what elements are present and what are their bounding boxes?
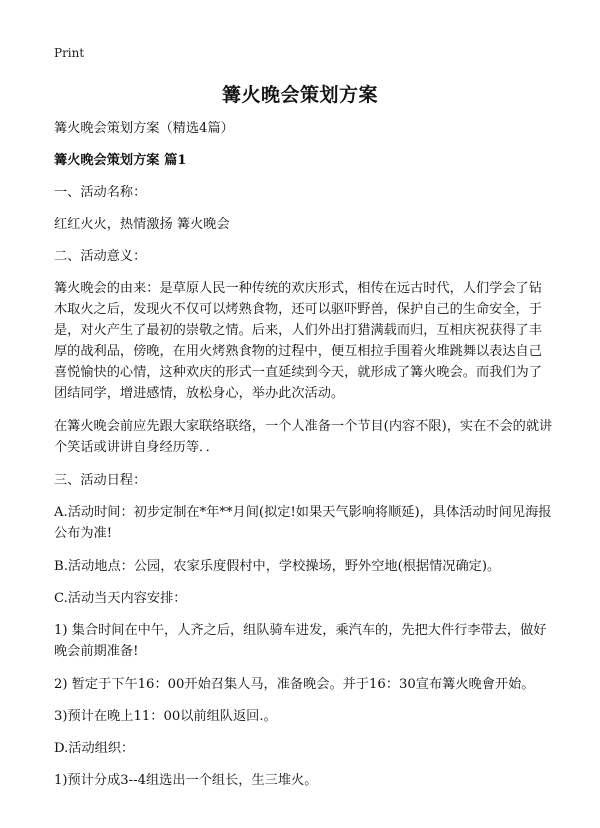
heading-activity-meaning: 二、活动意义： xyxy=(54,249,147,264)
section-heading: 篝火晚会策划方案 篇1 xyxy=(54,153,187,168)
print-link[interactable]: Print xyxy=(54,46,85,60)
paragraph-step-2: 2) 暂定于下午16：00开始召集人马，准备晚会。并于16：30宣布篝火晚會开始。 xyxy=(54,677,535,692)
paragraph-preparation: 在篝火晚会前应先跟大家联络联络，一个人准备一个节目(内容不限)，实在不会的就讲个笑话或讲讲自身经历等．． xyxy=(54,419,553,455)
document-subtitle: 篝火晚会策划方案（精选4篇） xyxy=(54,121,234,136)
paragraph-step-3: 3)预计在晚上11：00以前组队返回.。 xyxy=(54,709,277,724)
heading-organization: D.活动组织： xyxy=(54,741,135,756)
heading-schedule: 三、活动日程： xyxy=(54,473,147,488)
paragraph-day-plan: C.活动当天内容安排： xyxy=(54,591,187,606)
heading-activity-name: 一、活动名称： xyxy=(54,185,147,200)
paragraph-activity-name: 红红火火，热情激扬 篝火晚会 xyxy=(54,217,230,232)
document-body xyxy=(54,118,554,802)
paragraph-time: A.活动时间：初步定制在*年**月间(拟定!如果天气影响将顺延)，具体活动时间见海报公布为准! xyxy=(54,505,552,541)
document-title: 篝火晚会策划方案 xyxy=(221,84,378,106)
paragraph-location: B.活动地点：公园，农家乐度假村中，学校操场，野外空地(根据情况确定)。 xyxy=(54,559,501,574)
paragraph-org-1: 1)预计分成3--4组选出一个组长，生三堆火。 xyxy=(54,773,318,788)
paragraph-origin: 篝火晚会的由来：是草原人民一种传统的欢庆形式，相传在远古时代，人们学会了钻木取火之后，发现火不仅可以烤熟食物，还可以驱吓野兽，保护自己的生命安全，于是，对火产生了最初的崇敬之情。后来，人们外出打猎满载而归，互相庆祝获得了丰厚的战利品，傍晚，在用火烤熟食物的过程中，便互相拉手围着火堆跳舞以表达自己喜悦愉快的心情，这种欢庆的形式一直延续到今天，就形成了篝火晚会。而我们为了团结同学，增进感情，放松身心，举办此次活动。 xyxy=(54,281,542,401)
paragraph-step-1: 1) 集合时间在中午，人齐之后，组队骑车进发，乘汽车的，先把大件行李带去，做好晚会前期准备! xyxy=(54,623,547,659)
